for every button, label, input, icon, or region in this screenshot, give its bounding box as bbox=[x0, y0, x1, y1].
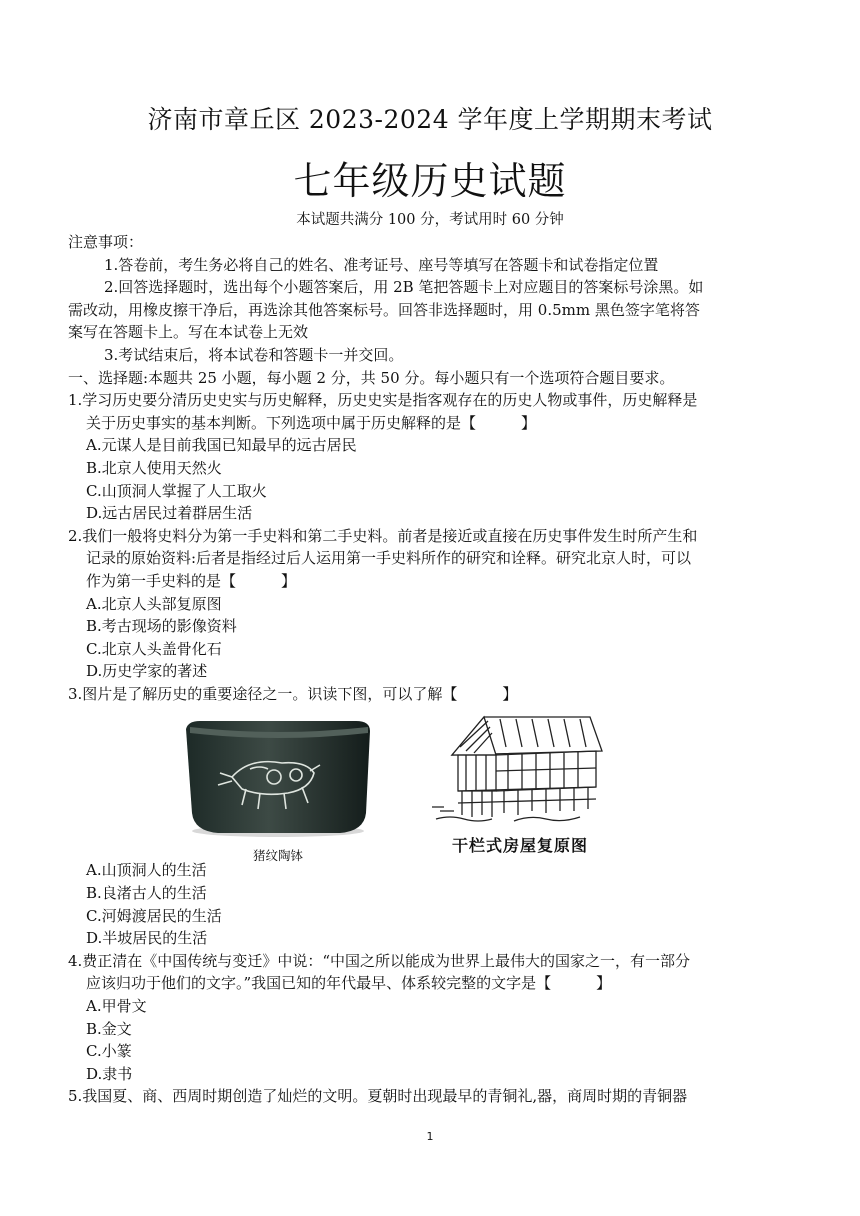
section-heading: 一、选择题:本题共 25 小题，每小题 2 分，共 50 分。每小题只有一个选项符合题目要求。 bbox=[68, 368, 675, 387]
stilt-house-reconstruction-image bbox=[430, 711, 606, 833]
question-1-stem-line1: 1.学习历史要分清历史史实与历史解释，历史史实是指客观存在的历史人物或事件，历史解释是 bbox=[68, 391, 698, 410]
question-2-stem-line3: 作为第一手史料的是【 】 bbox=[86, 571, 297, 590]
instruction-item-1: 1.答卷前，考生务必将自己的姓名、准考证号、座号等填写在答题卡和试卷指定位置 bbox=[104, 255, 659, 274]
exam-body bbox=[68, 231, 795, 1108]
instructions-heading: 注意事项： bbox=[68, 233, 144, 251]
question-1-option-c: C.山顶洞人掌握了人工取火 bbox=[86, 481, 267, 500]
exam-title: 七年级历史试题 bbox=[293, 159, 567, 203]
question-4-stem-line1: 4.费正清在《中国传统与变迁》中说：“中国之所以能成为世界上最伟大的国家之一，有一部分 bbox=[68, 951, 690, 970]
question-4-option-b: B.金文 bbox=[86, 1019, 132, 1038]
question-1-stem-line2: 关于历史事实的基本判断。下列选项中属于历史解释的是【 】 bbox=[86, 413, 537, 432]
question-2-option-b: B.考古现场的影像资料 bbox=[86, 617, 237, 636]
instruction-item-3: 3.考试结束后，将本试卷和答题卡一并交回。 bbox=[104, 345, 404, 364]
question-3-option-c: C.河姆渡居民的生活 bbox=[86, 906, 222, 925]
question-3-option-d: D.半坡居民的生活 bbox=[86, 929, 208, 948]
question-1-option-d: D.远古居民过着群居生活 bbox=[86, 504, 253, 523]
question-1-option-a: A.元谋人是目前我国已知最早的远古居民 bbox=[86, 436, 357, 455]
instruction-item-2-line3: 案写在答题卡上。写在本试卷上无效 bbox=[68, 323, 309, 342]
question-2-option-d: D.历史学家的著述 bbox=[86, 662, 208, 681]
question-1-option-b: B.北京人使用天然火 bbox=[86, 458, 222, 477]
pottery-bowl-caption: 猪纹陶钵 bbox=[253, 848, 304, 864]
pig-pattern-pottery-bowl-image bbox=[180, 713, 376, 839]
question-2-option-c: C.北京人头盖骨化石 bbox=[86, 639, 222, 658]
question-5-stem-line1: 5.我国夏、商、西周时期创造了灿烂的文明。夏朝时出现最早的青铜礼,器，商周时期的青铜器 bbox=[68, 1087, 688, 1106]
question-3-option-a: A.山顶洞人的生活 bbox=[86, 861, 207, 880]
question-2-stem-line1: 2.我们一般将史料分为第一手史料和第二手史料。前者是接近或直接在历史事件发生时所产生和 bbox=[68, 526, 698, 545]
page-number: 1 bbox=[426, 1130, 434, 1143]
instruction-item-2-line2: 需改动，用橡皮擦干净后，再选涂其他答案标号。回答非选择题时，用 0.5mm 黑色签字笔将答 bbox=[68, 300, 700, 319]
exam-note: 本试题共满分 100 分，考试用时 60 分钟 bbox=[296, 212, 564, 228]
question-2-stem-line2: 记录的原始资料:后者是指经过后人运用第一手史料所作的研究和诠释。研究北京人时，可以 bbox=[86, 549, 692, 568]
instruction-item-2-line1: 2.回答选择题时，选出每个小题答案后，用 2B 笔把答题卡上对应题目的答案标号涂黑。如 bbox=[104, 278, 704, 297]
question-4-option-c: C.小篆 bbox=[86, 1042, 132, 1061]
question-4-stem-line2: 应该归功于他们的文字。”我国已知的年代最早、体系较完整的文字是【 】 bbox=[86, 974, 612, 993]
question-2-option-a: A.北京人头部复原图 bbox=[86, 594, 222, 613]
stilt-house-caption: 干栏式房屋复原图 bbox=[452, 836, 589, 856]
exam-subtitle: 济南市章丘区 2023-2024 学年度上学期期末考试 bbox=[147, 105, 713, 134]
question-3-stem: 3.图片是了解历史的重要途径之一。识读下图，可以了解【 】 bbox=[68, 684, 518, 703]
question-3-figures bbox=[68, 709, 795, 864]
question-3-option-b: B.良渚古人的生活 bbox=[86, 884, 207, 903]
question-4-option-a: A.甲骨文 bbox=[86, 997, 147, 1016]
question-4-option-d: D.隶书 bbox=[86, 1064, 133, 1083]
